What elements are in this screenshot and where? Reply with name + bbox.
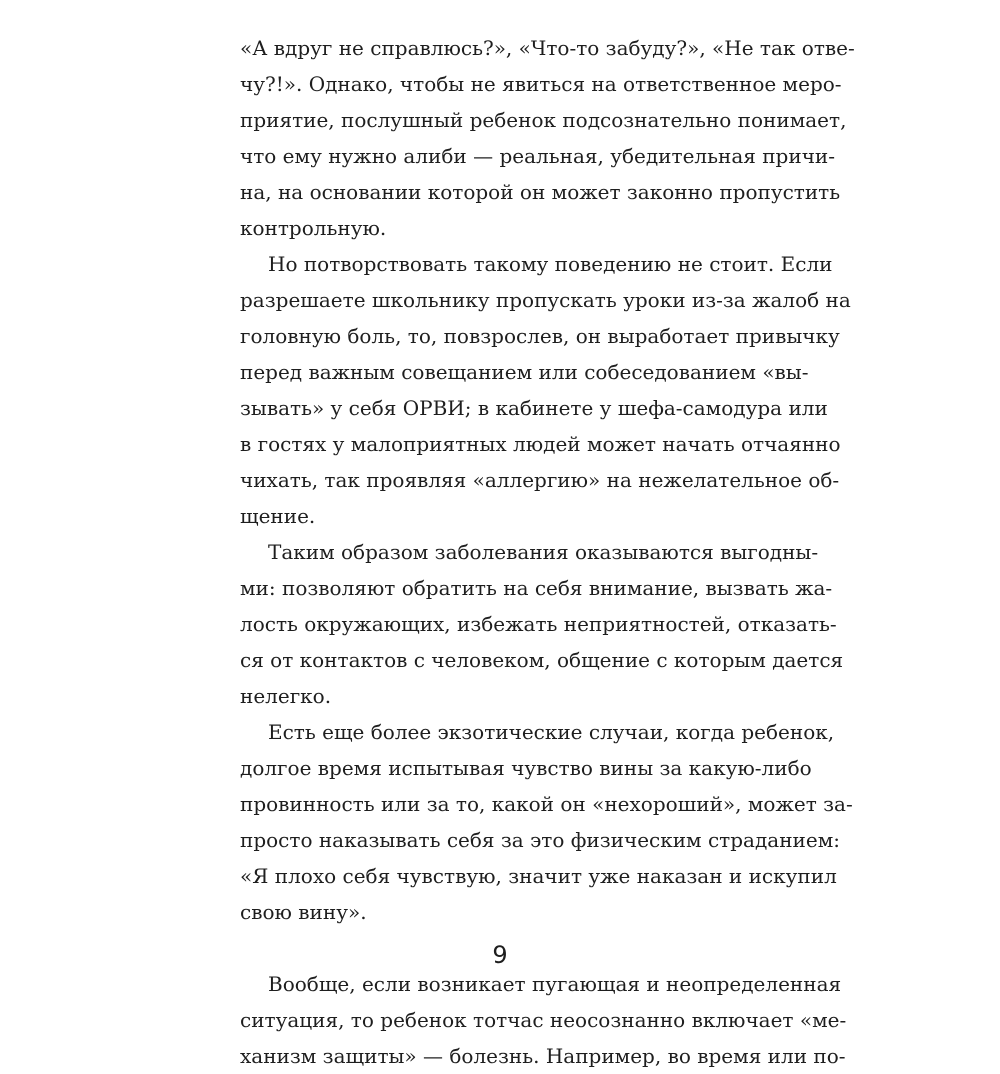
text-line: щение. bbox=[240, 504, 316, 528]
text-line: Вообще, если возникает пугающая и неопределенная bbox=[268, 972, 842, 996]
text-line: чу?!». Однако, чтобы не явиться на ответственное меро- bbox=[240, 72, 842, 96]
text-line: чихать, так проявляя «аллергию» на нежелательное об- bbox=[240, 468, 840, 492]
text-line: ситуация, то ребенок тотчас неосознанно включает «ме- bbox=[240, 1008, 847, 1032]
text-line: ся от контактов с человеком, общение с которым дается bbox=[240, 648, 844, 672]
text-line: провинность или за то, какой он «нехороший», может за- bbox=[240, 792, 853, 816]
text-line: нелегко. bbox=[240, 684, 332, 708]
text-line: Таким образом заболевания оказываются выгодны- bbox=[268, 540, 819, 564]
text-line: «Я плохо себя чувствую, значит уже наказан и искупил bbox=[240, 864, 837, 888]
text-line: головную боль, то, повзрослев, он выработает привычку bbox=[240, 324, 840, 348]
paragraph-3 bbox=[240, 534, 844, 714]
text-line: перед важным совещанием или собеседованием «вы- bbox=[240, 360, 809, 384]
text-line: разрешаете школьнику пропускать уроки из-за жалоб на bbox=[240, 288, 851, 312]
text-line: ханизм защиты» — болезнь. Например, во время или по- bbox=[240, 1044, 846, 1068]
paragraph-5 bbox=[240, 966, 847, 1074]
text-line: Есть еще более экзотические случаи, когда ребенок, bbox=[268, 720, 835, 744]
body-text bbox=[240, 30, 855, 1074]
text-line: ми: позволяют обратить на себя внимание, вызвать жа- bbox=[240, 576, 833, 600]
paragraph-1 bbox=[240, 30, 855, 246]
text-line: на, на основании которой он может законно пропустить bbox=[240, 180, 841, 204]
text-line: что ему нужно алиби — реальная, убедительная причи- bbox=[240, 144, 835, 168]
text-line: приятие, послушный ребенок подсознательно понимает, bbox=[240, 108, 847, 132]
text-line: свою вину». bbox=[240, 900, 367, 924]
text-line: контрольную. bbox=[240, 216, 387, 240]
text-line: лость окружающих, избежать неприятностей, отказать- bbox=[240, 612, 837, 636]
paragraph-4 bbox=[240, 714, 853, 930]
page-number: 9 bbox=[492, 941, 508, 969]
paragraph-2 bbox=[240, 246, 851, 534]
text-line: зывать» у себя ОРВИ; в кабинете у шефа-самодура или bbox=[240, 396, 828, 420]
text-line: Но потворствовать такому поведению не стоит. Если bbox=[268, 252, 833, 276]
text-line: «А вдруг не справлюсь?», «Что-то забуду?», «Не так отве- bbox=[240, 36, 855, 60]
text-line: в гостях у малоприятных людей может начать отчаянно bbox=[240, 432, 841, 456]
text-line: долгое время испытывая чувство вины за какую-либо bbox=[240, 756, 812, 780]
text-line: просто наказывать себя за это физическим страданием: bbox=[240, 828, 840, 852]
